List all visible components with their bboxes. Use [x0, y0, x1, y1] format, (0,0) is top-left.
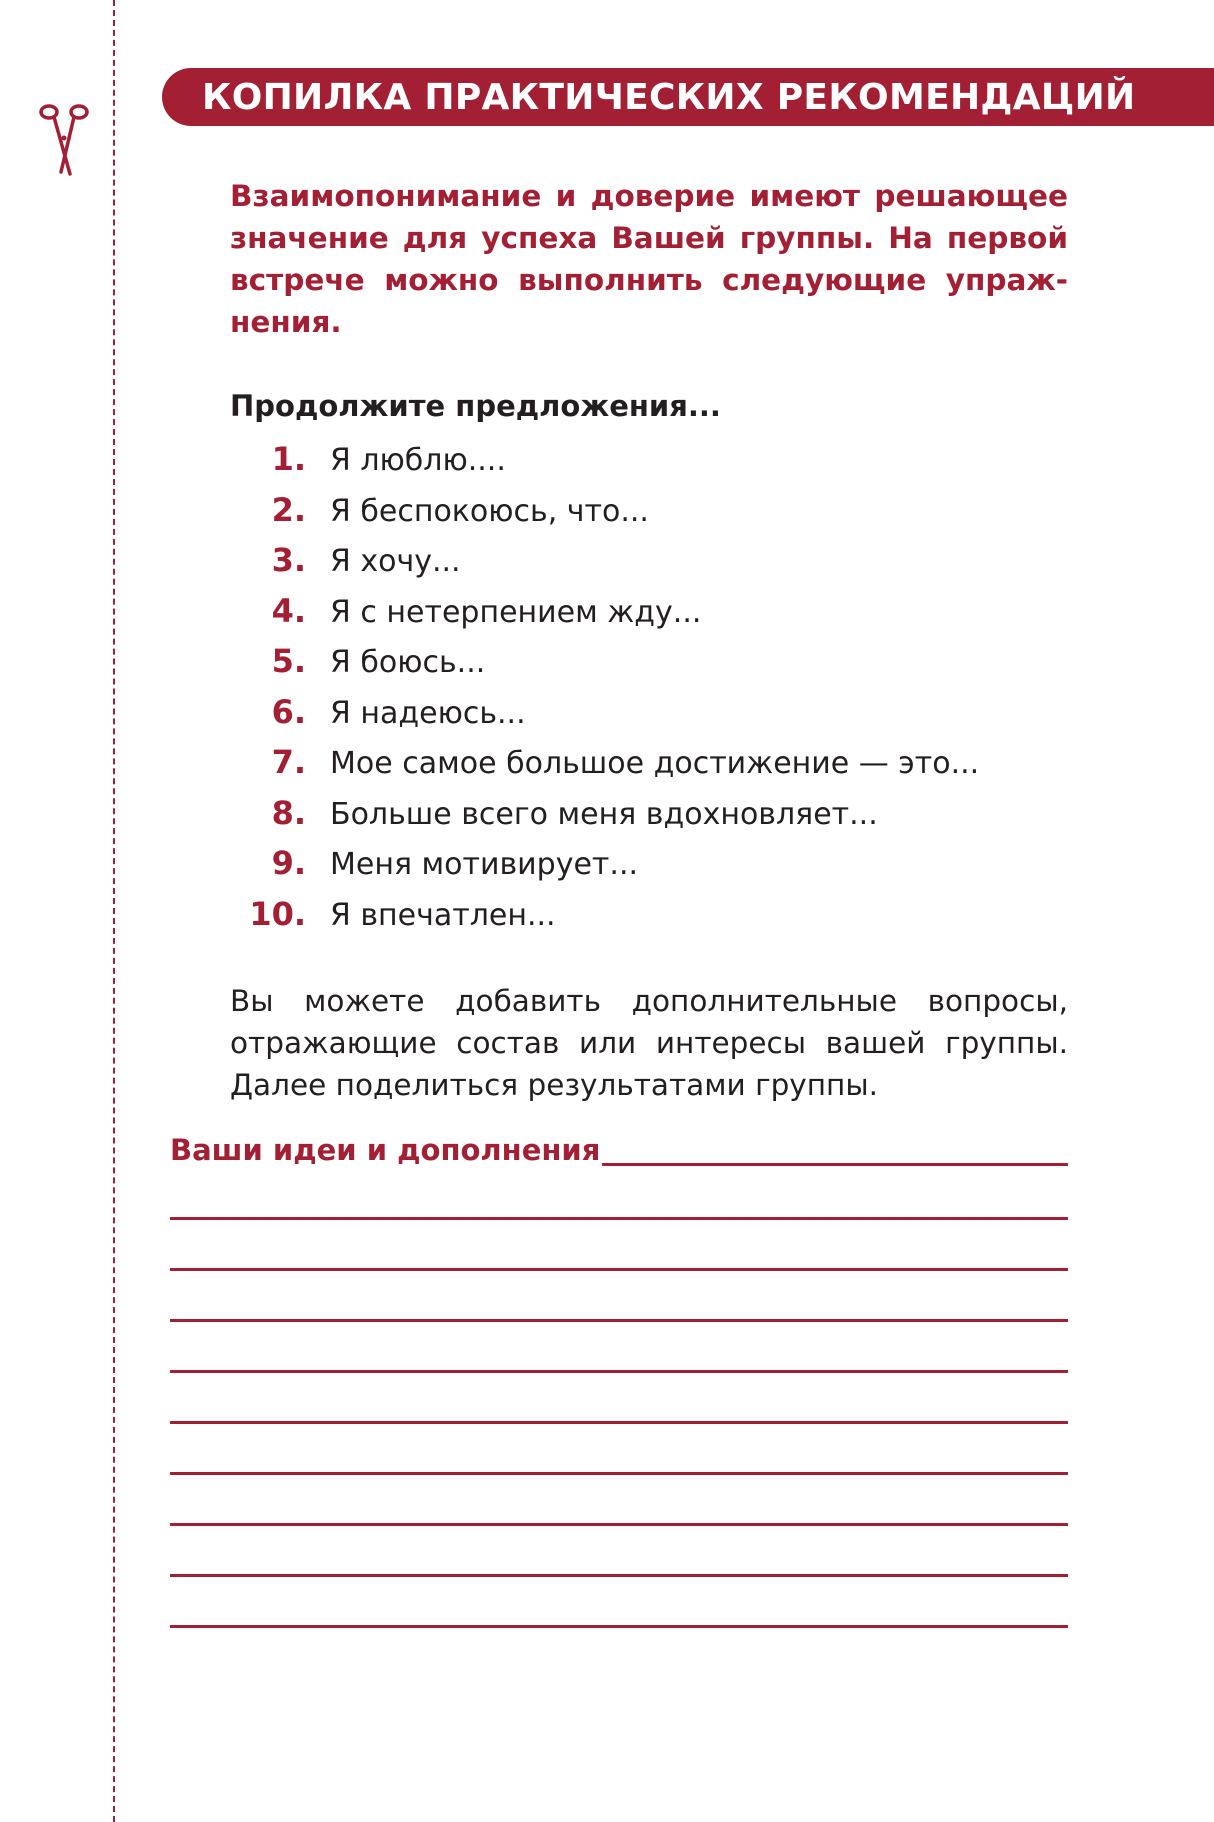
- item-text: Больше всего меня вдохновляет...: [330, 796, 878, 832]
- header-banner: [162, 68, 1214, 126]
- item-number: 10.: [249, 894, 306, 933]
- sentence-list: [230, 440, 1068, 945]
- item-text: Я хочу...: [330, 544, 461, 579]
- item-text: Мое самое большое достижение — это...: [330, 746, 980, 781]
- list-item: [230, 743, 1068, 794]
- ideas-row: [170, 1130, 1068, 1170]
- write-line[interactable]: [170, 1217, 1068, 1220]
- list-item: [230, 592, 1068, 643]
- write-line[interactable]: [170, 1370, 1068, 1373]
- item-number: 3.: [271, 541, 306, 579]
- write-line[interactable]: [170, 1319, 1068, 1322]
- write-line[interactable]: [170, 1574, 1068, 1577]
- item-number: 2.: [271, 490, 306, 529]
- write-line[interactable]: [170, 1268, 1068, 1271]
- header-title: КОПИЛКА ПРАКТИЧЕСКИХ РЕКОМЕНДАЦИЙ: [202, 76, 1136, 118]
- item-text: Я впечатлен...: [330, 897, 556, 933]
- intro-paragraph: Взаимопонимание и доверие имеют решающее значение для успеха Вашей группы. На первой встрече можно выполнить следующие упражнения.: [230, 179, 1068, 339]
- item-number: 7.: [271, 743, 306, 781]
- list-item: [230, 693, 1068, 744]
- item-text: Я с нетерпением жду...: [330, 594, 702, 630]
- list-item: [230, 440, 1068, 491]
- list-item: [230, 541, 1068, 592]
- ideas-write-line[interactable]: [602, 1163, 1068, 1166]
- note-paragraph: Вы можете добавить дополнительные вопросы, отражающие состав или интересы вашей группы. Далее поделиться результатами группы.: [230, 984, 1068, 1102]
- item-number: 9.: [271, 844, 306, 882]
- list-item: [230, 895, 1068, 946]
- item-number: 6.: [271, 692, 306, 731]
- write-line[interactable]: [170, 1523, 1068, 1526]
- cut-line: [113, 0, 115, 1822]
- item-number: 8.: [271, 793, 306, 832]
- section-heading: Продолжите предложения...: [230, 389, 721, 423]
- list-item: [230, 642, 1068, 693]
- item-text: Я боюсь...: [330, 645, 486, 680]
- item-text: Меня мотивирует...: [330, 847, 639, 882]
- item-text: Я надеюсь...: [330, 695, 526, 731]
- list-item: [230, 844, 1068, 895]
- scissors-icon: [34, 100, 94, 180]
- ideas-label: Ваши идеи и дополнения: [170, 1133, 601, 1167]
- write-line[interactable]: [170, 1625, 1068, 1628]
- item-number: 4.: [271, 591, 306, 630]
- item-text: Я беспокоюсь, что...: [330, 493, 649, 529]
- write-line[interactable]: [170, 1472, 1068, 1475]
- list-item: [230, 794, 1068, 845]
- item-number: 5.: [271, 642, 306, 680]
- item-text: Я люблю....: [330, 443, 506, 478]
- write-line[interactable]: [170, 1421, 1068, 1424]
- list-item: [230, 491, 1068, 542]
- item-number: 1.: [271, 440, 306, 478]
